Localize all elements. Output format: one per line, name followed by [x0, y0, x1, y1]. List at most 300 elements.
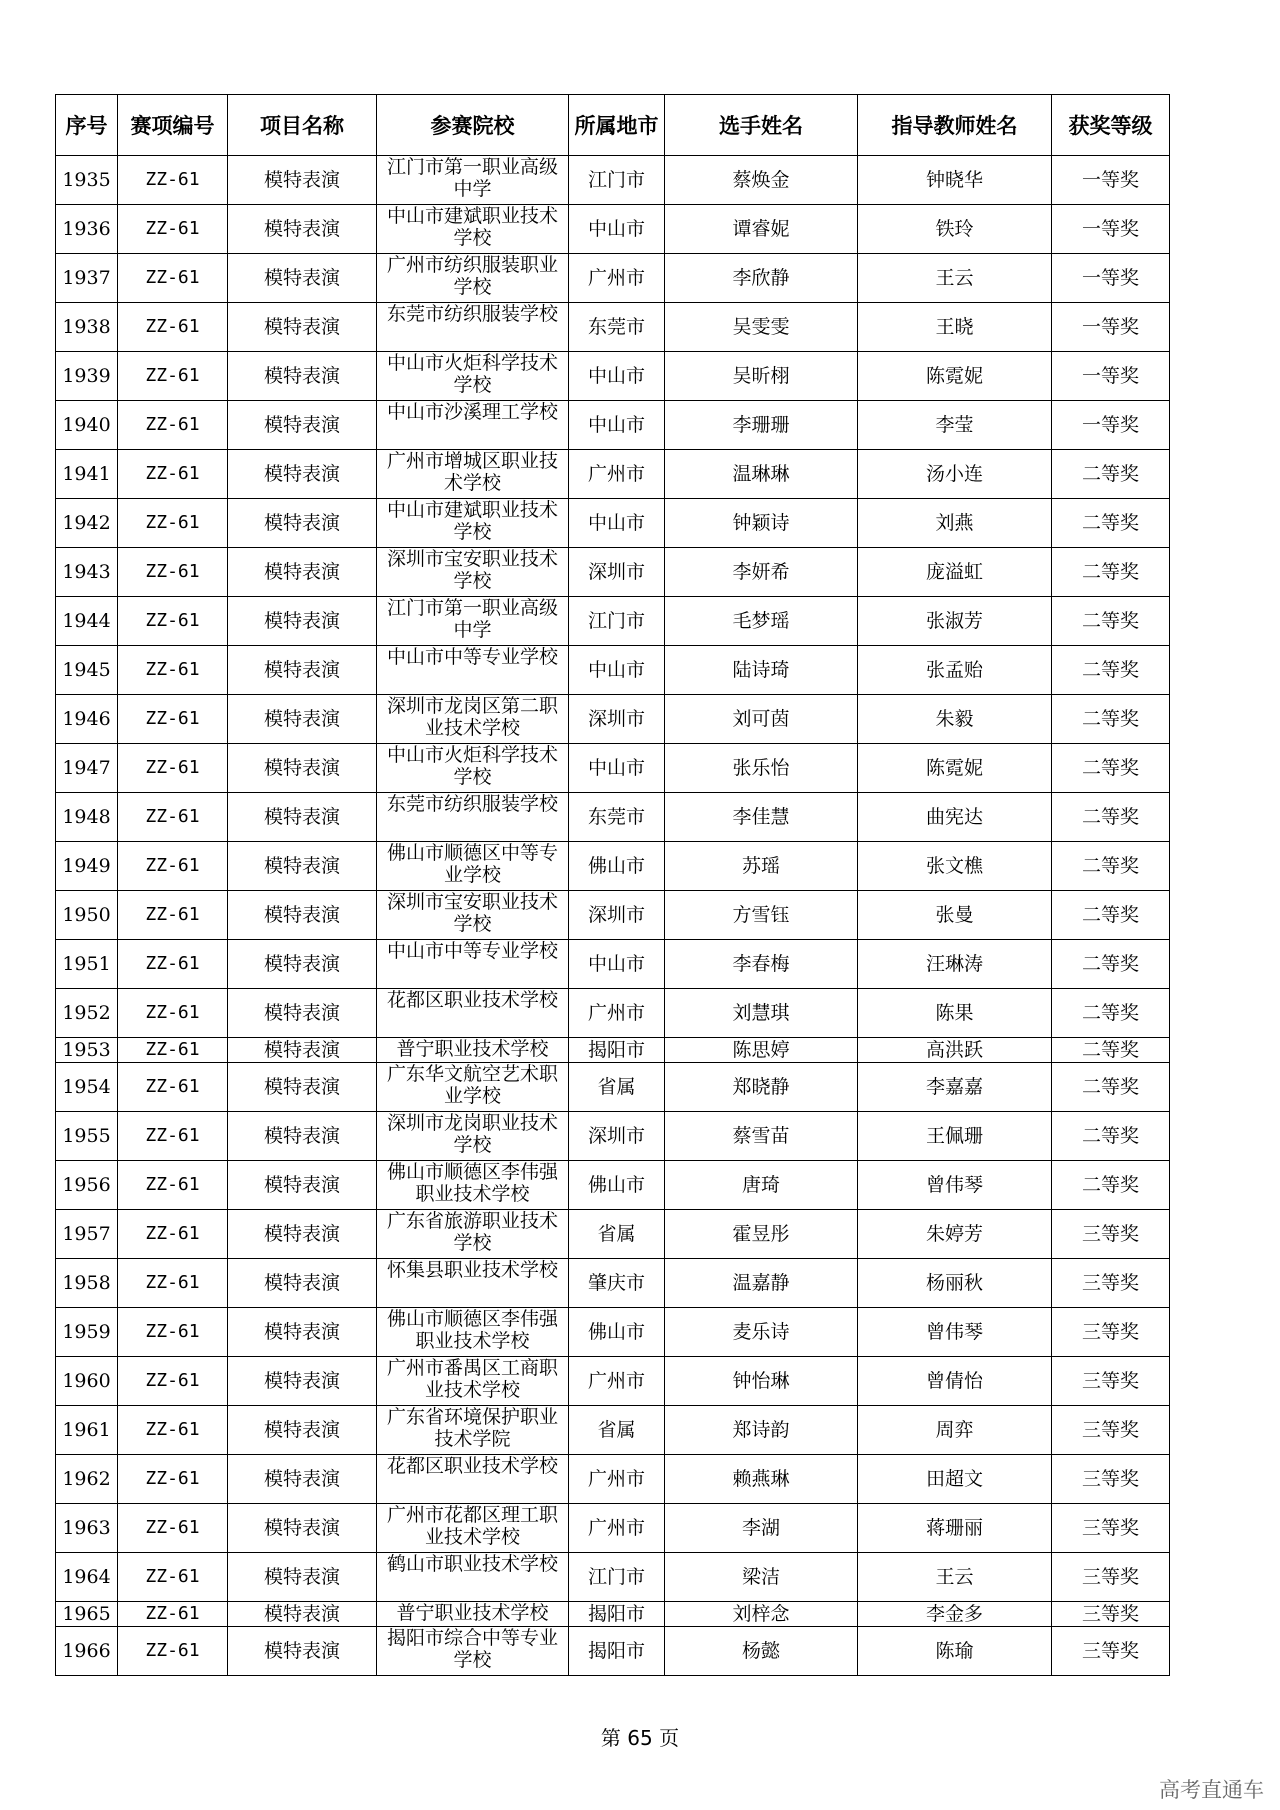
cell-award: 三等奖 [1052, 1602, 1170, 1627]
school-text: 怀集县职业技术学校 [386, 1259, 558, 1281]
cell-no: 1951 [56, 940, 118, 989]
cell-teacher: 陈瑜 [858, 1627, 1052, 1676]
cell-award: 二等奖 [1052, 548, 1170, 597]
cell-code: ZZ-61 [118, 1504, 228, 1553]
cell-award: 三等奖 [1052, 1627, 1170, 1676]
cell-teacher: 王佩珊 [858, 1112, 1052, 1161]
cell-student: 郑诗韵 [665, 1406, 858, 1455]
table-row [56, 450, 1170, 499]
header-city: 所属地市 [569, 95, 665, 156]
table-row [56, 1210, 1170, 1259]
cell-student: 蔡雪苗 [665, 1112, 858, 1161]
cell-city: 省属 [569, 1063, 665, 1112]
school-text: 广州市纺织服装职业学校 [386, 254, 558, 298]
cell-event: 模特表演 [228, 940, 377, 989]
cell-event: 模特表演 [228, 695, 377, 744]
cell-award: 二等奖 [1052, 1063, 1170, 1112]
cell-event: 模特表演 [228, 1308, 377, 1357]
table-row [56, 891, 1170, 940]
cell-award: 三等奖 [1052, 1406, 1170, 1455]
cell-no: 1955 [56, 1112, 118, 1161]
cell-award: 二等奖 [1052, 499, 1170, 548]
table-row [56, 989, 1170, 1038]
cell-student: 陆诗琦 [665, 646, 858, 695]
cell-code: ZZ-61 [118, 744, 228, 793]
cell-award: 三等奖 [1052, 1259, 1170, 1308]
cell-event: 模特表演 [228, 1627, 377, 1676]
header-event: 项目名称 [228, 95, 377, 156]
cell-teacher: 李莹 [858, 401, 1052, 450]
cell-award: 二等奖 [1052, 695, 1170, 744]
cell-event: 模特表演 [228, 646, 377, 695]
cell-award: 二等奖 [1052, 597, 1170, 646]
cell-teacher: 杨丽秋 [858, 1259, 1052, 1308]
table-row [56, 1455, 1170, 1504]
cell-no: 1954 [56, 1063, 118, 1112]
school-text: 花都区职业技术学校 [386, 989, 558, 1011]
table-row [56, 597, 1170, 646]
school-text: 佛山市顺德区中等专业学校 [386, 842, 558, 886]
school-text: 江门市第一职业高级中学 [386, 156, 558, 200]
cell-event: 模特表演 [228, 548, 377, 597]
cell-city: 东莞市 [569, 793, 665, 842]
cell-no: 1939 [56, 352, 118, 401]
cell-teacher: 钟晓华 [858, 156, 1052, 205]
cell-code: ZZ-61 [118, 548, 228, 597]
school-text: 广东华文航空艺术职业学校 [386, 1063, 558, 1107]
cell-no: 1940 [56, 401, 118, 450]
cell-city: 广州市 [569, 254, 665, 303]
cell-code: ZZ-61 [118, 1627, 228, 1676]
cell-no: 1966 [56, 1627, 118, 1676]
school-text: 普宁职业技术学校 [396, 1038, 549, 1060]
cell-event: 模特表演 [228, 401, 377, 450]
cell-student: 梁洁 [665, 1553, 858, 1602]
cell-city: 广州市 [569, 1357, 665, 1406]
cell-no: 1952 [56, 989, 118, 1038]
table-row [56, 1112, 1170, 1161]
cell-code: ZZ-61 [118, 842, 228, 891]
school-text: 江门市第一职业高级中学 [386, 597, 558, 641]
cell-event: 模特表演 [228, 842, 377, 891]
cell-student: 吴昕栩 [665, 352, 858, 401]
cell-teacher: 朱婷芳 [858, 1210, 1052, 1259]
cell-student: 蔡焕金 [665, 156, 858, 205]
cell-school [377, 1112, 569, 1161]
cell-school [377, 1063, 569, 1112]
table-row [56, 499, 1170, 548]
cell-no: 1961 [56, 1406, 118, 1455]
cell-city: 佛山市 [569, 842, 665, 891]
table-row [56, 205, 1170, 254]
cell-award: 一等奖 [1052, 401, 1170, 450]
school-text: 鹤山市职业技术学校 [386, 1553, 558, 1575]
cell-teacher: 周弈 [858, 1406, 1052, 1455]
cell-student: 李湖 [665, 1504, 858, 1553]
cell-code: ZZ-61 [118, 1357, 228, 1406]
school-text: 东莞市纺织服装学校 [386, 303, 558, 325]
cell-no: 1941 [56, 450, 118, 499]
cell-city: 省属 [569, 1210, 665, 1259]
table-row [56, 1161, 1170, 1210]
cell-city: 中山市 [569, 401, 665, 450]
cell-no: 1948 [56, 793, 118, 842]
cell-code: ZZ-61 [118, 205, 228, 254]
cell-student: 刘梓念 [665, 1602, 858, 1627]
cell-school [377, 1602, 569, 1627]
school-text: 深圳市宝安职业技术学校 [386, 891, 558, 935]
cell-award: 二等奖 [1052, 1112, 1170, 1161]
cell-award: 一等奖 [1052, 205, 1170, 254]
cell-school [377, 1357, 569, 1406]
table-row [56, 1308, 1170, 1357]
table-row [56, 1259, 1170, 1308]
table-row [56, 1627, 1170, 1676]
school-text: 花都区职业技术学校 [386, 1455, 558, 1477]
cell-no: 1942 [56, 499, 118, 548]
school-text: 佛山市顺德区李伟强职业技术学校 [386, 1161, 558, 1205]
watermark: 高考直通车 [1159, 1778, 1264, 1802]
cell-code: ZZ-61 [118, 646, 228, 695]
cell-city: 广州市 [569, 1455, 665, 1504]
cell-city: 东莞市 [569, 303, 665, 352]
cell-teacher: 李嘉嘉 [858, 1063, 1052, 1112]
cell-teacher: 朱毅 [858, 695, 1052, 744]
cell-teacher: 张文樵 [858, 842, 1052, 891]
cell-code: ZZ-61 [118, 1259, 228, 1308]
table-row [56, 1357, 1170, 1406]
cell-code: ZZ-61 [118, 1038, 228, 1063]
cell-code: ZZ-61 [118, 695, 228, 744]
cell-code: ZZ-61 [118, 1210, 228, 1259]
cell-event: 模特表演 [228, 156, 377, 205]
table-row [56, 940, 1170, 989]
cell-city: 广州市 [569, 450, 665, 499]
cell-no: 1960 [56, 1357, 118, 1406]
cell-teacher: 汪琳涛 [858, 940, 1052, 989]
school-text: 东莞市纺织服装学校 [386, 793, 558, 815]
cell-no: 1959 [56, 1308, 118, 1357]
cell-teacher: 曾伟琴 [858, 1308, 1052, 1357]
cell-event: 模特表演 [228, 989, 377, 1038]
cell-event: 模特表演 [228, 499, 377, 548]
table-row [56, 156, 1170, 205]
cell-school [377, 793, 569, 842]
cell-teacher: 王云 [858, 254, 1052, 303]
cell-event: 模特表演 [228, 1161, 377, 1210]
page-number: 第 65 页 [600, 1726, 680, 1750]
cell-teacher: 汤小连 [858, 450, 1052, 499]
school-text: 中山市沙溪理工学校 [386, 401, 558, 423]
cell-code: ZZ-61 [118, 450, 228, 499]
cell-student: 谭睿妮 [665, 205, 858, 254]
cell-student: 钟颖诗 [665, 499, 858, 548]
cell-city: 江门市 [569, 597, 665, 646]
table-row [56, 695, 1170, 744]
cell-school [377, 1308, 569, 1357]
cell-school [377, 1210, 569, 1259]
cell-school [377, 989, 569, 1038]
cell-student: 温嘉静 [665, 1259, 858, 1308]
cell-school [377, 205, 569, 254]
cell-school [377, 744, 569, 793]
cell-student: 霍昱彤 [665, 1210, 858, 1259]
header-school: 参赛院校 [377, 95, 569, 156]
table-row [56, 1406, 1170, 1455]
cell-city: 深圳市 [569, 1112, 665, 1161]
header-student: 选手姓名 [665, 95, 858, 156]
cell-award: 二等奖 [1052, 1038, 1170, 1063]
cell-no: 1937 [56, 254, 118, 303]
cell-award: 二等奖 [1052, 989, 1170, 1038]
cell-school [377, 646, 569, 695]
cell-no: 1946 [56, 695, 118, 744]
cell-school [377, 1259, 569, 1308]
cell-student: 麦乐诗 [665, 1308, 858, 1357]
cell-event: 模特表演 [228, 1357, 377, 1406]
school-text: 中山市中等专业学校 [386, 646, 558, 668]
cell-code: ZZ-61 [118, 1553, 228, 1602]
table-row [56, 1504, 1170, 1553]
cell-city: 中山市 [569, 940, 665, 989]
cell-city: 佛山市 [569, 1308, 665, 1357]
cell-no: 1956 [56, 1161, 118, 1210]
cell-code: ZZ-61 [118, 1308, 228, 1357]
cell-school [377, 1627, 569, 1676]
cell-teacher: 王云 [858, 1553, 1052, 1602]
cell-city: 佛山市 [569, 1161, 665, 1210]
results-table [55, 94, 1170, 1676]
cell-city: 揭阳市 [569, 1627, 665, 1676]
cell-school [377, 499, 569, 548]
cell-student: 李欣静 [665, 254, 858, 303]
cell-event: 模特表演 [228, 891, 377, 940]
cell-city: 广州市 [569, 989, 665, 1038]
cell-code: ZZ-61 [118, 1063, 228, 1112]
school-text: 深圳市龙岗职业技术学校 [386, 1112, 558, 1156]
cell-no: 1965 [56, 1602, 118, 1627]
cell-award: 二等奖 [1052, 940, 1170, 989]
cell-event: 模特表演 [228, 1112, 377, 1161]
cell-event: 模特表演 [228, 1038, 377, 1063]
cell-teacher: 陈果 [858, 989, 1052, 1038]
header-award: 获奖等级 [1052, 95, 1170, 156]
cell-event: 模特表演 [228, 303, 377, 352]
school-text: 中山市建斌职业技术学校 [386, 499, 558, 543]
cell-student: 李春梅 [665, 940, 858, 989]
cell-no: 1949 [56, 842, 118, 891]
cell-city: 江门市 [569, 156, 665, 205]
cell-teacher: 陈霓妮 [858, 352, 1052, 401]
cell-teacher: 张曼 [858, 891, 1052, 940]
cell-city: 广州市 [569, 1504, 665, 1553]
cell-teacher: 张淑芳 [858, 597, 1052, 646]
cell-award: 二等奖 [1052, 1161, 1170, 1210]
cell-award: 二等奖 [1052, 891, 1170, 940]
cell-school [377, 940, 569, 989]
cell-teacher: 王晓 [858, 303, 1052, 352]
cell-award: 二等奖 [1052, 793, 1170, 842]
cell-award: 二等奖 [1052, 450, 1170, 499]
cell-event: 模特表演 [228, 1259, 377, 1308]
cell-city: 深圳市 [569, 695, 665, 744]
cell-event: 模特表演 [228, 1553, 377, 1602]
cell-student: 张乐怡 [665, 744, 858, 793]
header-code: 赛项编号 [118, 95, 228, 156]
cell-code: ZZ-61 [118, 254, 228, 303]
cell-city: 中山市 [569, 352, 665, 401]
cell-no: 1943 [56, 548, 118, 597]
school-text: 广东省旅游职业技术学校 [386, 1210, 558, 1254]
cell-city: 深圳市 [569, 891, 665, 940]
cell-school [377, 597, 569, 646]
school-text: 深圳市龙岗区第二职业技术学校 [386, 695, 558, 739]
cell-city: 省属 [569, 1406, 665, 1455]
table-row [56, 842, 1170, 891]
cell-code: ZZ-61 [118, 352, 228, 401]
cell-code: ZZ-61 [118, 1602, 228, 1627]
cell-award: 三等奖 [1052, 1308, 1170, 1357]
cell-teacher: 曾伟琴 [858, 1161, 1052, 1210]
cell-event: 模特表演 [228, 1504, 377, 1553]
cell-code: ZZ-61 [118, 499, 228, 548]
cell-school [377, 352, 569, 401]
cell-no: 1964 [56, 1553, 118, 1602]
cell-city: 中山市 [569, 744, 665, 793]
cell-school [377, 891, 569, 940]
cell-event: 模特表演 [228, 1455, 377, 1504]
table-row [56, 1038, 1170, 1063]
header-teacher: 指导教师姓名 [858, 95, 1052, 156]
cell-teacher: 李金多 [858, 1602, 1052, 1627]
cell-student: 唐琦 [665, 1161, 858, 1210]
cell-school [377, 548, 569, 597]
cell-event: 模特表演 [228, 793, 377, 842]
table-row [56, 352, 1170, 401]
cell-city: 中山市 [569, 499, 665, 548]
cell-award: 二等奖 [1052, 744, 1170, 793]
cell-student: 刘可茵 [665, 695, 858, 744]
school-text: 普宁职业技术学校 [396, 1602, 549, 1624]
cell-city: 深圳市 [569, 548, 665, 597]
cell-school [377, 254, 569, 303]
cell-award: 三等奖 [1052, 1553, 1170, 1602]
cell-teacher: 刘燕 [858, 499, 1052, 548]
school-text: 广东省环境保护职业技术学院 [386, 1406, 558, 1450]
cell-teacher: 田超文 [858, 1455, 1052, 1504]
cell-city: 中山市 [569, 646, 665, 695]
cell-no: 1962 [56, 1455, 118, 1504]
cell-code: ZZ-61 [118, 401, 228, 450]
cell-award: 三等奖 [1052, 1210, 1170, 1259]
school-text: 中山市火炬科学技术学校 [386, 744, 558, 788]
cell-code: ZZ-61 [118, 1455, 228, 1504]
cell-school [377, 401, 569, 450]
cell-school [377, 842, 569, 891]
table-row [56, 744, 1170, 793]
cell-student: 刘慧琪 [665, 989, 858, 1038]
cell-student: 李珊珊 [665, 401, 858, 450]
cell-teacher: 蒋珊丽 [858, 1504, 1052, 1553]
cell-event: 模特表演 [228, 450, 377, 499]
cell-code: ZZ-61 [118, 989, 228, 1038]
cell-award: 一等奖 [1052, 303, 1170, 352]
table-row [56, 646, 1170, 695]
cell-code: ZZ-61 [118, 1112, 228, 1161]
cell-city: 中山市 [569, 205, 665, 254]
cell-no: 1953 [56, 1038, 118, 1063]
cell-award: 三等奖 [1052, 1504, 1170, 1553]
cell-student: 李妍希 [665, 548, 858, 597]
cell-student: 陈思婷 [665, 1038, 858, 1063]
cell-event: 模特表演 [228, 1406, 377, 1455]
cell-event: 模特表演 [228, 254, 377, 303]
cell-school [377, 1504, 569, 1553]
cell-student: 苏瑶 [665, 842, 858, 891]
table-body [56, 156, 1170, 1676]
table-row [56, 401, 1170, 450]
table-row [56, 1602, 1170, 1627]
cell-student: 李佳慧 [665, 793, 858, 842]
cell-no: 1958 [56, 1259, 118, 1308]
table-row [56, 1063, 1170, 1112]
cell-school [377, 1038, 569, 1063]
cell-school [377, 450, 569, 499]
school-text: 广州市花都区理工职业技术学校 [386, 1504, 558, 1548]
cell-code: ZZ-61 [118, 891, 228, 940]
cell-city: 肇庆市 [569, 1259, 665, 1308]
cell-code: ZZ-61 [118, 597, 228, 646]
cell-teacher: 高洪跃 [858, 1038, 1052, 1063]
cell-event: 模特表演 [228, 1210, 377, 1259]
cell-student: 郑晓静 [665, 1063, 858, 1112]
cell-student: 钟怡琳 [665, 1357, 858, 1406]
cell-city: 揭阳市 [569, 1602, 665, 1627]
cell-teacher: 铁玲 [858, 205, 1052, 254]
cell-school [377, 1406, 569, 1455]
cell-award: 二等奖 [1052, 646, 1170, 695]
cell-no: 1935 [56, 156, 118, 205]
cell-teacher: 庞溢虹 [858, 548, 1052, 597]
cell-no: 1944 [56, 597, 118, 646]
header-row [56, 95, 1170, 156]
school-text: 佛山市顺德区李伟强职业技术学校 [386, 1308, 558, 1352]
cell-no: 1947 [56, 744, 118, 793]
table-row [56, 303, 1170, 352]
table-row [56, 1553, 1170, 1602]
cell-school [377, 1455, 569, 1504]
cell-code: ZZ-61 [118, 1406, 228, 1455]
cell-student: 吴雯雯 [665, 303, 858, 352]
cell-no: 1938 [56, 303, 118, 352]
cell-student: 温琳琳 [665, 450, 858, 499]
cell-award: 一等奖 [1052, 156, 1170, 205]
cell-teacher: 曲宪达 [858, 793, 1052, 842]
cell-school [377, 1553, 569, 1602]
cell-student: 方雪钰 [665, 891, 858, 940]
school-text: 中山市中等专业学校 [386, 940, 558, 962]
cell-no: 1945 [56, 646, 118, 695]
cell-event: 模特表演 [228, 1063, 377, 1112]
cell-award: 一等奖 [1052, 254, 1170, 303]
school-text: 广州市番禺区工商职业技术学校 [386, 1357, 558, 1401]
cell-city: 江门市 [569, 1553, 665, 1602]
table-row [56, 793, 1170, 842]
cell-teacher: 陈霓妮 [858, 744, 1052, 793]
cell-event: 模特表演 [228, 1602, 377, 1627]
school-text: 广州市增城区职业技术学校 [386, 450, 558, 494]
cell-school [377, 695, 569, 744]
